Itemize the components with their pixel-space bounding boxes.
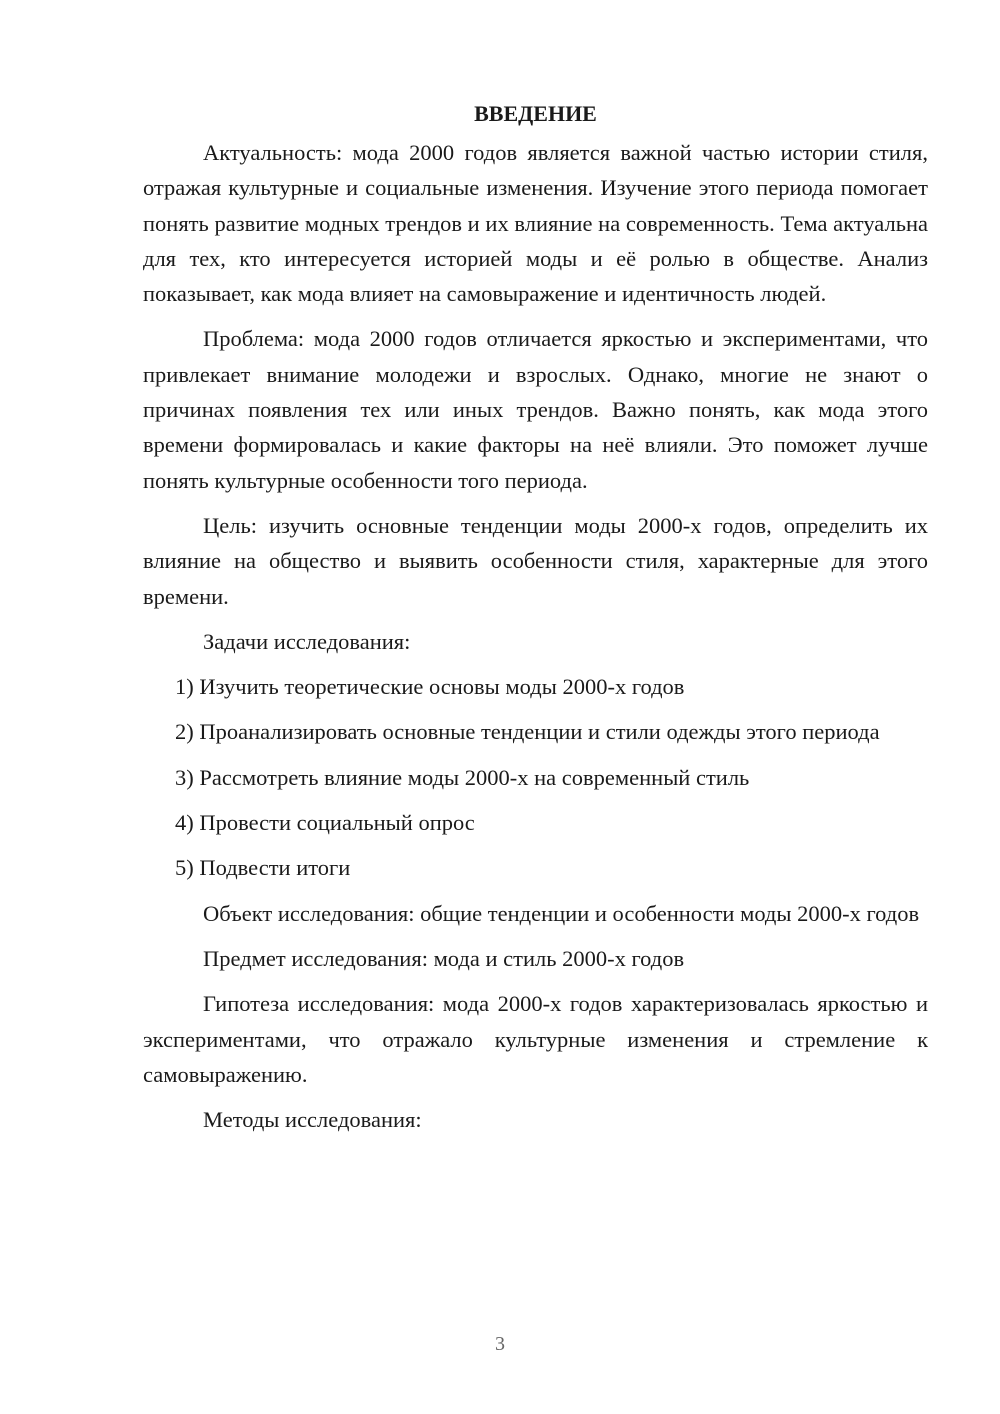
- document-page: [143, 96, 928, 1147]
- page-number: 3: [495, 1333, 505, 1355]
- paragraph-relevance: Актуальность: мода 2000 годов является важной частью истории стиля, отражая культурные и социальные изменения. Изучение этого периода помогает понять развитие модных трендов и их влияние на современность. Тема актуальна для тех, кто интересуется историей моды и её ролью в обществе. Анализ показывает, как мода влияет на самовыражение и идентичность людей.: [143, 140, 928, 307]
- task-item-2: 2) Проанализировать основные тенденции и стили одежды этого периода: [175, 719, 880, 745]
- paragraph-object: Объект исследования: общие тенденции и особенности моды 2000-х годов: [203, 900, 920, 926]
- paragraph-subject: Предмет исследования: мода и стиль 2000-х годов: [203, 945, 685, 971]
- task-item-3: 3) Рассмотреть влияние моды 2000-х на современный стиль: [175, 764, 750, 790]
- task-item-5: 5) Подвести итоги: [175, 855, 351, 881]
- methods-heading: Методы исследования:: [203, 1107, 422, 1133]
- tasks-heading: Задачи исследования:: [203, 628, 411, 654]
- paragraph-hypothesis: Гипотеза исследования: мода 2000-х годов характеризовалась яркостью и экспериментами, что отражало культурные изменения и стремление к самовыражению.: [143, 991, 928, 1087]
- page-title: ВВЕДЕНИЕ: [474, 101, 597, 126]
- task-item-4: 4) Провести социальный опрос: [175, 810, 475, 836]
- task-item-1: 1) Изучить теоретические основы моды 2000-х годов: [175, 674, 685, 700]
- paragraph-problem: Проблема: мода 2000 годов отличается яркостью и экспериментами, что привлекает внимание молодежи и взрослых. Однако, многие не знают о причинах появления тех или иных трендов. Важно понять, как мода этого времени формировалась и какие факторы на неё влияли. Это поможет лучше понять культурные особенности того периода.: [143, 326, 928, 493]
- paragraph-goal: Цель: изучить основные тенденции моды 2000-х годов, определить их влияние на общество и выявить особенности стиля, характерные для этого времени.: [143, 512, 928, 609]
